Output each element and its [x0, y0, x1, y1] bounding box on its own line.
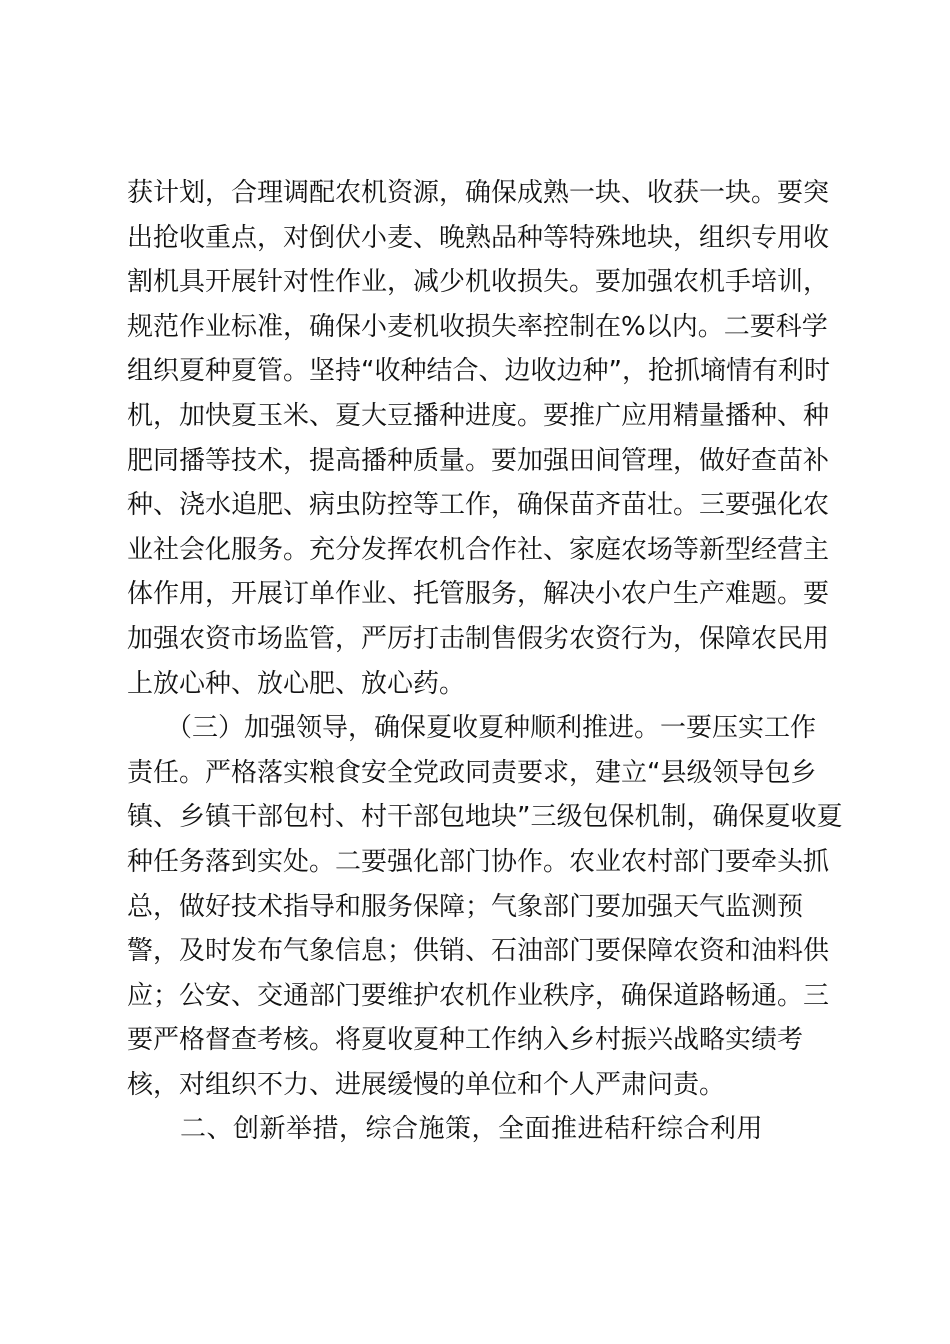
text-line: 获计划，合理调配农机资源，确保成熟一块、收获一块。要突: [127, 178, 830, 208]
text-line: 种、浇水追肥、病虫防控等工作，确保苗齐苗壮。三要强化农: [127, 490, 830, 521]
text-line: 组织夏种夏管。坚持“收种结合、边收边种”，抢抓墒情有利时: [127, 356, 830, 387]
text-line: 机，加快夏玉米、夏大豆播种进度。要推广应用精量播种、种: [127, 400, 830, 431]
section-heading: 二、创新举措，综合施策，全面推进秸秆综合利用: [127, 1114, 764, 1145]
text-line: 警，及时发布气象信息；供销、石油部门要保障农资和油料供: [127, 936, 830, 967]
text-line: 镇、乡镇干部包村、村干部包地块”三级包保机制，确保夏收夏: [127, 802, 843, 833]
text-line: 业社会化服务。充分发挥农机合作社、家庭农场等新型经营主: [127, 534, 830, 565]
text-line: 总，做好技术指导和服务保障；气象部门要加强天气监测预: [127, 891, 804, 922]
text-line: 出抢收重点，对倒伏小麦、晚熟品种等特殊地块，组织专用收: [127, 222, 830, 253]
text-line: 规范作业标准，确保小麦机收损失率控制在%以内。二要科学: [127, 311, 828, 342]
document-body: [127, 171, 843, 1152]
text-line: 应；公安、交通部门要维护农机作业秩序，确保道路畅通。三: [127, 980, 830, 1011]
text-line: 肥同播等技术，提高播种质量。要加强田间管理，做好查苗补: [127, 445, 830, 476]
text-line: 上放心种、放心肥、放心药。: [127, 668, 466, 699]
text-line: 体作用，开展订单作业、托管服务，解决小农户生产难题。要: [127, 579, 830, 610]
text-line: 要严格督查考核。将夏收夏种工作纳入乡村振兴战略实绩考: [127, 1025, 804, 1056]
text-line: 责任。严格落实粮食安全党政同责要求，建立“县级领导包乡: [127, 757, 817, 788]
paragraph-heading-line: （三）加强领导，确保夏收夏种顺利推进。一要压实工作: [127, 713, 817, 744]
text-line: 割机具开展针对性作业，减少机收损失。要加强农机手培训，: [127, 267, 830, 298]
text-line: 核，对组织不力、进展缓慢的单位和个人严肃问责。: [127, 1069, 726, 1100]
text-line: 加强农资市场监管，严厉打击制售假劣农资行为，保障农民用: [127, 623, 830, 654]
text-line: 种任务落到实处。二要强化部门协作。农业农村部门要牵头抓: [127, 846, 830, 877]
